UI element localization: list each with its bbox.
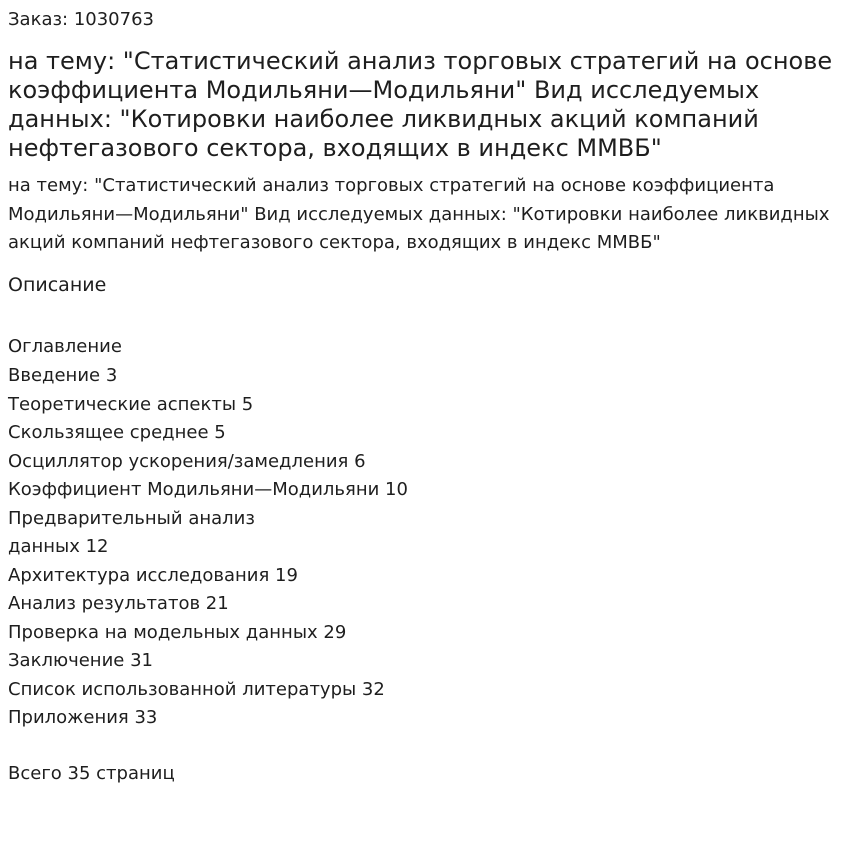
- toc-item: Скользящее среднее 5: [8, 422, 226, 443]
- document-title: на тему: "Статистический анализ торговых стратегий на основе коэффициента Модильяни—Модильяни" Вид исследуемых данных: "Котировки наиболее ликвидных акций компаний нефтегазового сектора, входящих в индекс ММВБ": [8, 47, 833, 162]
- toc-heading: Оглавление: [8, 336, 122, 357]
- toc-item: Список использованной литературы 32: [8, 678, 385, 700]
- toc-item: Введение 3: [8, 365, 118, 386]
- total-pages: Всего 35 страниц: [8, 763, 175, 784]
- table-of-contents: [8, 362, 408, 733]
- document-subtitle: на тему: "Статистический анализ торговых стратегий на основе коэффициента Модильяни—Модильяни" Вид исследуемых данных: "Котировки наиболее ликвидных акций компаний нефтегазового сектора, входящих в индекс ММВБ": [8, 175, 830, 253]
- toc-item: Осциллятор ускорения/замедления 6: [8, 450, 366, 472]
- toc-item: Заключение 31: [8, 650, 153, 671]
- toc-item: Коэффициент Модильяни—Модильяни 10: [8, 479, 408, 500]
- toc-item: Анализ результатов 21: [8, 593, 229, 614]
- toc-item: Теоретические аспекты 5: [8, 393, 254, 415]
- toc-item: Проверка на модельных данных 29: [8, 621, 347, 643]
- order-number: Заказ: 1030763: [8, 9, 154, 30]
- toc-item: Предварительный анализ: [8, 507, 255, 529]
- toc-item: данных 12: [8, 536, 109, 557]
- description-heading: Описание: [8, 274, 107, 296]
- toc-item: Приложения 33: [8, 707, 158, 728]
- toc-item: Архитектура исследования 19: [8, 564, 298, 586]
